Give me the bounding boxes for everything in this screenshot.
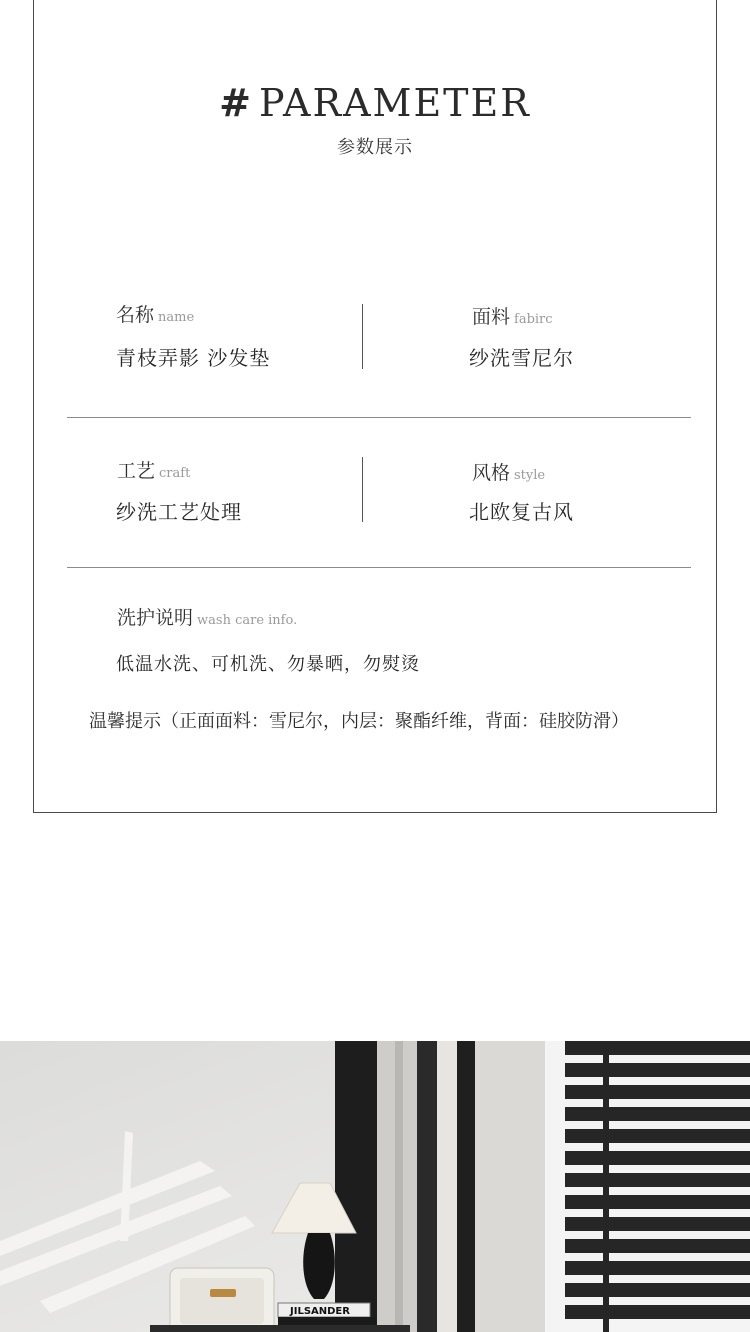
- craft-value: 纱洗工艺处理: [116, 500, 242, 524]
- fabric-label-en: fabirc: [514, 312, 553, 327]
- style-value: 北欧复古风: [469, 500, 574, 524]
- page-title: [34, 81, 716, 125]
- care-label-cn: 洗护说明: [117, 607, 194, 629]
- craft-label-en: craft: [159, 466, 191, 481]
- fabric-label-cn: 面料: [472, 306, 511, 328]
- row1-divider: [362, 304, 363, 369]
- name-label: [116, 300, 194, 327]
- row-separator-1: [67, 417, 691, 418]
- page-subtitle: 参数展示: [337, 137, 413, 158]
- hash-symbol: #: [219, 81, 253, 125]
- product-photo: [0, 1041, 750, 1332]
- care-label-en: wash care info.: [197, 613, 298, 628]
- craft-label: [117, 456, 190, 483]
- craft-label-cn: 工艺: [117, 460, 156, 482]
- fabric-value: 纱洗雪尼尔: [469, 346, 574, 370]
- parameter-card: [33, 0, 717, 813]
- name-label-en: name: [158, 310, 195, 325]
- name-value: 青枝弄影 沙发垫: [116, 346, 271, 370]
- style-label: [472, 458, 545, 485]
- fabric-label: [472, 302, 553, 329]
- title-text: PARAMETER: [258, 81, 531, 125]
- style-label-cn: 风格: [472, 462, 511, 484]
- care-value: 低温水洗、可机洗、勿暴晒，勿熨烫: [116, 654, 420, 675]
- style-label-en: style: [514, 468, 546, 483]
- care-label: [117, 603, 297, 630]
- row2-divider: [362, 457, 363, 522]
- room-scene-illustration: [0, 1041, 750, 1332]
- tip-note: 温馨提示（正面面料：雪尼尔，内层：聚酯纤维，背面：硅胶防滑）: [89, 711, 629, 732]
- book-spine-text: JILSANDER: [290, 1306, 350, 1317]
- row-separator-2: [67, 567, 691, 568]
- name-label-cn: 名称: [116, 304, 155, 326]
